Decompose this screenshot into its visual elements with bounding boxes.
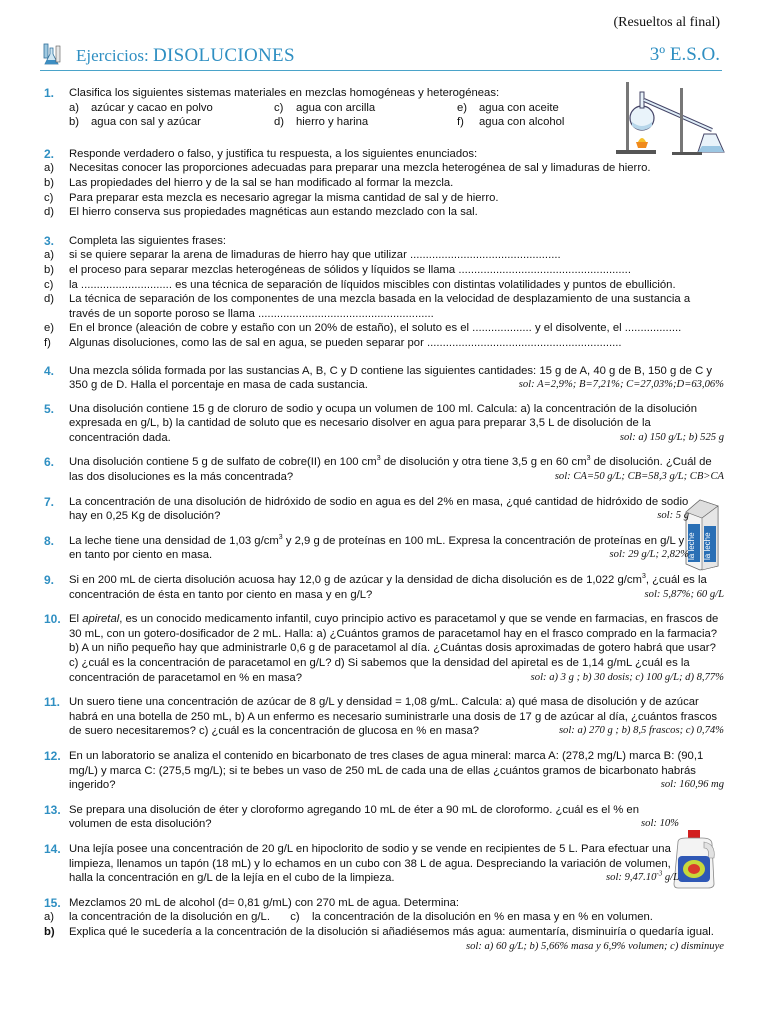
question-text-1: La leche tiene una densidad de 1,03 g/cm bbox=[69, 534, 279, 547]
solution bbox=[598, 871, 679, 886]
solution: sol: 10% bbox=[641, 818, 679, 830]
resolved-note: (Resueltos al final) bbox=[613, 15, 720, 30]
page-header bbox=[40, 42, 722, 71]
question-11 bbox=[44, 695, 724, 739]
option-text: Necesitas conocer las proporciones adecuadas para preparar una mezcla heterogénea de sal y limaduras de hierro. bbox=[69, 162, 651, 175]
option-text: La técnica de separación de los componentes de una mezcla basada en la velocidad de desplazamiento de una sustancia a través de un soporte poroso se llama ........................................................ bbox=[69, 293, 691, 320]
option-text: Para preparar esta mezcla es necesario agregar la misma cantidad de sal y de hierro. bbox=[69, 191, 499, 204]
question-9 bbox=[44, 573, 724, 602]
title-main: DISOLUCIONES bbox=[152, 45, 295, 66]
solution: sol: 5 g bbox=[657, 510, 689, 522]
question-number: 2. bbox=[44, 146, 55, 161]
question-number: 15. bbox=[44, 895, 61, 910]
option-text: azúcar y cacao en polvo bbox=[91, 101, 213, 114]
superscript: 3 bbox=[586, 455, 591, 463]
option-text: En el bronce (aleación de cobre y estaño con un 20% de estaño), el soluto es el ................... y el disolvente, el .................. bbox=[69, 322, 682, 335]
option-letter: d) bbox=[274, 116, 285, 129]
question-number: 14. bbox=[44, 841, 61, 856]
solution: sol: A=2,9%; B=7,21%; C=27,03%;D=63,06% bbox=[518, 379, 724, 391]
statement-d bbox=[44, 205, 724, 220]
option-letter: b) bbox=[69, 116, 80, 129]
question-2 bbox=[44, 147, 724, 162]
option-letter: a) bbox=[44, 249, 55, 262]
question-10 bbox=[44, 612, 724, 685]
solution-part-1: sol: 9,47.10 bbox=[606, 872, 657, 884]
question-15 bbox=[44, 896, 724, 911]
solution: sol: 29 g/L; 2,82% bbox=[609, 549, 689, 561]
question-text: Un suero tiene una concentración de azúcar de 8 g/L y densidad = 1,08 g/mL. Calcula: a) qué masa de disolución y de azúcar habrá en una botella de 250 mL, b) A un enfermo es necesario suministrarle una dosis de 17 g de azúcar al día, ¿cuántos frascos de suero necesitaremos? c) ¿cuál es la concentración de glucosa en % en masa? bbox=[69, 696, 718, 738]
superscript: -3 bbox=[656, 869, 663, 878]
option-text: El hierro conserva sus propiedades magnéticas aun estando mezclado con la sal. bbox=[69, 206, 478, 219]
option-text: Las propiedades del hierro y de la sal se han modificado al formar la mezcla. bbox=[69, 176, 454, 189]
question-number: 12. bbox=[44, 748, 61, 763]
question-text: Se prepara una disolución de éter y cloroformo agregando 10 mL de éter a 90 mL de cloroformo. ¿cuál es el % en volumen de esta disolución? bbox=[69, 803, 639, 831]
superscript: 3 bbox=[376, 455, 381, 463]
question-5 bbox=[44, 402, 724, 446]
option-letter: c) bbox=[290, 911, 300, 924]
option-text: hierro y harina bbox=[296, 116, 369, 129]
option-letter: f) bbox=[44, 336, 51, 349]
option-text: Algunas disoluciones, como las de sal en agua, se pueden separar por .............................................................. bbox=[69, 336, 622, 349]
sentence-b bbox=[44, 263, 724, 278]
option-letter: a) bbox=[69, 101, 80, 114]
statement-b bbox=[44, 176, 724, 191]
option-text: agua con sal y azúcar bbox=[91, 116, 201, 129]
question-text: Clasifica los siguientes sistemas materiales en mezclas homogéneas y heterogéneas: bbox=[69, 87, 500, 99]
option-letter: f) bbox=[457, 116, 464, 129]
question-4 bbox=[44, 364, 724, 393]
option-letter: d) bbox=[44, 293, 55, 306]
solution: sol: 5,87%; 60 g/L bbox=[644, 588, 724, 600]
question-1 bbox=[44, 86, 589, 130]
statement-c bbox=[44, 191, 724, 206]
course-level: 3º E.S.O. bbox=[649, 44, 720, 65]
option-grid bbox=[44, 101, 589, 130]
option-letter: c) bbox=[44, 278, 54, 291]
question-text: Mezclamos 20 mL de alcohol (d= 0,81 g/mL) con 270 mL de agua. Determina: bbox=[69, 896, 460, 909]
title-prefix: Ejercicios: bbox=[76, 46, 149, 65]
question-text: Una lejía posee una concentración de 20 g/L en hipoclorito de sodio y se vende en recipientes de 5 L. Para efectuar una limpieza, llenamos un tapón (18 mL) y lo echamos en un cubo con 38 L de agua. Despreciando la variación de volumen, halla la concentración en g/L de la lejía en el cubo de la limpieza. bbox=[69, 842, 671, 885]
question-text: Una disolución contiene 15 g de cloruro de sodio y ocupa un volumen de 100 ml. Calcula: a) la concentración de la disolución expresada en g/L, b) la cantidad de soluto que es necesario disolver en agua para preparar 3,5 L de disolución de la concentración dada. bbox=[69, 402, 697, 444]
question-13 bbox=[44, 803, 679, 832]
option-text: agua con alcohol bbox=[479, 116, 565, 129]
superscript: 3 bbox=[641, 573, 646, 581]
question-text-1: El bbox=[69, 613, 83, 626]
option-letter: c) bbox=[44, 191, 54, 204]
question-text: Responde verdadero o falso, y justifica tu respuesta, a los siguientes enunciados: bbox=[69, 147, 478, 160]
question-text-3: de disolución. ¿Cuál de las dos disoluciones es la más concentrada? bbox=[69, 456, 712, 484]
exercise-list bbox=[44, 86, 724, 954]
question-number: 3. bbox=[44, 233, 55, 248]
question-text: La concentración de una disolución de hidróxido de sodio en agua es del 2% en masa, ¿qué cantidad de hidróxido de sodio hay en 0,25 Kg de disolución? bbox=[69, 495, 689, 523]
question-text-2: de disolución y otra tiene 3,5 g en 60 cm bbox=[380, 456, 587, 469]
question-number: 8. bbox=[44, 533, 55, 548]
page-title bbox=[76, 45, 295, 67]
option-text: agua con aceite bbox=[479, 101, 559, 114]
solution: sol: 160,96 mg bbox=[660, 779, 724, 791]
question-number: 11. bbox=[44, 695, 61, 710]
sentence-d bbox=[44, 292, 724, 321]
question-number: 13. bbox=[44, 802, 61, 817]
question-6 bbox=[44, 455, 724, 484]
question-number: 10. bbox=[44, 612, 61, 627]
option-text: Explica qué le sucedería a la concentración de la disolución si añadiésemos más agua: aumentaría, disminuiría o quedaría igual. bbox=[69, 925, 714, 938]
option-letter: b) bbox=[44, 925, 55, 938]
option-letter: b) bbox=[44, 176, 55, 189]
option-letter: a) bbox=[44, 911, 55, 924]
question-number: 6. bbox=[44, 455, 55, 470]
solution: sol: a) 270 g ; b) 8,5 frascos; c) 0,74% bbox=[558, 725, 724, 737]
carton-label-left: la leche bbox=[687, 532, 696, 560]
solution: sol: a) 150 g/L; b) 525 g bbox=[619, 431, 724, 443]
solution: sol: CA=50 g/L; CB=58,3 g/L; CB>CA bbox=[554, 471, 724, 483]
question-7 bbox=[44, 495, 689, 524]
option-letter: e) bbox=[44, 322, 55, 335]
question-text-1: Si en 200 mL de cierta disolución acuosa hay 12,0 g de azúcar y la densidad de dicha disolución es de 1,022 g/cm bbox=[69, 574, 642, 587]
carton-label-right: la leche bbox=[703, 532, 712, 560]
question-12 bbox=[44, 749, 724, 793]
solution-part-2: g/L bbox=[662, 872, 679, 884]
option-letter: d) bbox=[44, 206, 55, 219]
solution: sol: a) 3 g ; b) 30 dosis; c) 100 g/L; d) 8,77% bbox=[530, 671, 724, 683]
sentence-c bbox=[44, 278, 724, 293]
question-8 bbox=[44, 534, 689, 563]
part-a-c bbox=[44, 910, 724, 925]
question-text-2: , ¿cuál es la concentración de ésta en tanto por ciento en masa y en g/L? bbox=[69, 574, 707, 601]
sentence-f bbox=[44, 336, 724, 351]
question-text-2: , es un conocido medicamento infantil, cuyo principio activo es paracetamol y que se vende en farmacias, en frascos de 30 mL, con un gotero-dosificador de 2 mL. Halla: a) ¿Cuántos gramos de paracetamol hay en el frasco comprado en la farmacia? b) A un niño pequeño hay que administrarle 0,6 g de paracetamol al día. ¿Cuántas dosis aproximadas de gotero habrá que usar? c) ¿cuál es la concentración de paracetamol en g/L? d) Si sabemos que la densidad del apiretal es de 1,14 g/mL ¿cuál es la concentración de paracetamol en % en masa? bbox=[69, 613, 719, 684]
question-text: En un laboratorio se analiza el contenido en bicarbonato de tres clases de agua mineral: marca A: (278,2 mg/L) marca B: (90,1 mg/L) y marca C: (275,5 mg/L); si te bebes un vaso de 250 mL de cada una de ellas ¿cuántos gramos de bicarbonato habrás ingerido? bbox=[69, 749, 704, 792]
option-text: la concentración de la disolución en % en masa y en % en volumen. bbox=[311, 911, 653, 924]
option-text: agua con arcilla bbox=[296, 101, 376, 114]
question-14 bbox=[44, 842, 679, 886]
superscript: 3 bbox=[278, 534, 283, 542]
medicine-name: apiretal bbox=[82, 613, 120, 626]
option-letter: a) bbox=[44, 162, 55, 175]
question-text: Una mezcla sólida formada por las sustancias A, B, C y D contiene las siguientes cantidades: 15 g de A, 40 g de B, 150 g de C y 350 g de D. Halla el porcentaje en masa de cada sustancia. bbox=[69, 364, 713, 392]
option-text: el proceso para separar mezclas heterogéneas de sólidos y líquidos se llama ....................................................... bbox=[69, 263, 631, 276]
question-text: Completa las siguientes frases: bbox=[69, 234, 226, 247]
option-text: si se quiere separar la arena de limaduras de hierro hay que utilizar ................................................ bbox=[69, 249, 561, 262]
option-letter: e) bbox=[457, 101, 468, 114]
question-text-2: y 2,9 g de proteínas en 100 mL. Expresa la concentración de proteínas en g/L y en tanto por ciento en masa. bbox=[69, 534, 685, 562]
solution: sol: a) 60 g/L; b) 5,66% masa y 6,9% volumen; c) disminuye bbox=[465, 940, 724, 952]
flask-logo-icon bbox=[36, 42, 64, 68]
sentence-e bbox=[44, 321, 724, 336]
option-letter: c) bbox=[274, 101, 284, 114]
question-3 bbox=[44, 234, 724, 249]
question-text-1: Una disolución contiene 5 g de sulfato de cobre(II) en 100 cm bbox=[69, 456, 377, 469]
sentence-a bbox=[44, 248, 724, 263]
part-b bbox=[44, 925, 724, 952]
question-number: 5. bbox=[44, 401, 55, 416]
option-letter: b) bbox=[44, 263, 55, 276]
question-number: 7. bbox=[44, 494, 55, 509]
option-text: la concentración de la disolución en g/L. bbox=[69, 911, 270, 924]
question-number: 4. bbox=[44, 363, 55, 378]
statement-a bbox=[44, 161, 724, 176]
question-number: 1. bbox=[44, 86, 55, 100]
option-text: la ............................. es una técnica de separación de líquidos miscibles con distintas volatilidades y puntos de ebullición. bbox=[69, 278, 676, 291]
question-number: 9. bbox=[44, 573, 55, 588]
